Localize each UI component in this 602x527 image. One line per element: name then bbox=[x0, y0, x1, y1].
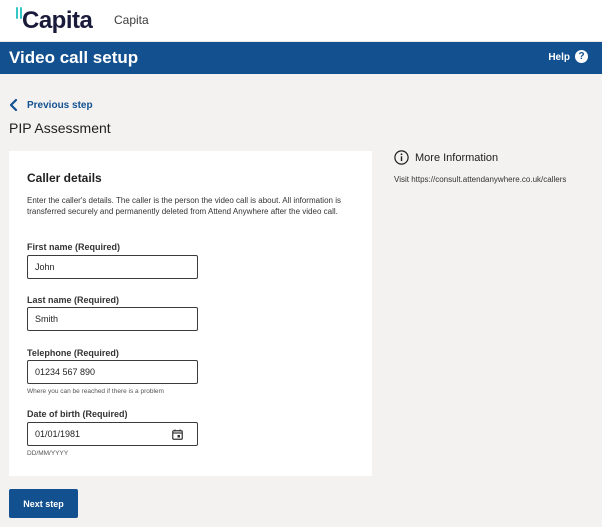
dob-hint: DD/MM/YYYY bbox=[27, 450, 69, 457]
more-information-panel bbox=[394, 150, 594, 186]
first-name-label: First name (Required) bbox=[27, 242, 121, 252]
last-name-label: Last name (Required) bbox=[27, 295, 120, 305]
caller-details-card bbox=[9, 151, 372, 476]
logo-text: Capita bbox=[22, 7, 93, 34]
page-title: PIP Assessment bbox=[9, 120, 111, 136]
telephone-input[interactable]: 01234 567 890 bbox=[27, 360, 198, 384]
dob-value: 01/01/1981 bbox=[35, 429, 81, 439]
page-header bbox=[0, 42, 602, 74]
telephone-hint: Where you can be reached if there is a problem bbox=[27, 388, 164, 395]
last-name-input[interactable]: Smith bbox=[27, 307, 198, 331]
telephone-label: Telephone (Required) bbox=[27, 348, 119, 358]
previous-step-link[interactable] bbox=[9, 99, 93, 111]
more-information-title: More Information bbox=[415, 151, 499, 164]
intro-text: Enter the caller's details. The caller is the person the video call is about. All information is transferred securely and permanently deleted from Attend Anywhere after the video call. bbox=[27, 196, 341, 216]
logo-mark-icon bbox=[16, 7, 24, 21]
dob-input[interactable] bbox=[27, 422, 198, 446]
top-bar bbox=[0, 0, 602, 42]
question-icon[interactable]: ? bbox=[575, 50, 588, 63]
chevron-left-icon bbox=[9, 99, 19, 111]
next-step-button[interactable]: Next step bbox=[9, 489, 78, 518]
visit-url-text: Visit https://consult.attendanywhere.co.uk/callers bbox=[394, 175, 567, 184]
calendar-icon[interactable] bbox=[172, 429, 183, 440]
help-link[interactable]: Help bbox=[548, 52, 570, 63]
organisation-name: Capita bbox=[114, 13, 149, 27]
info-icon bbox=[394, 150, 409, 165]
previous-step-label: Previous step bbox=[27, 99, 93, 111]
first-name-input[interactable]: John bbox=[27, 255, 198, 279]
section-title: Caller details bbox=[27, 171, 102, 185]
header-title: Video call setup bbox=[9, 48, 139, 67]
dob-label: Date of birth (Required) bbox=[27, 409, 128, 419]
capita-logo[interactable] bbox=[16, 7, 92, 35]
